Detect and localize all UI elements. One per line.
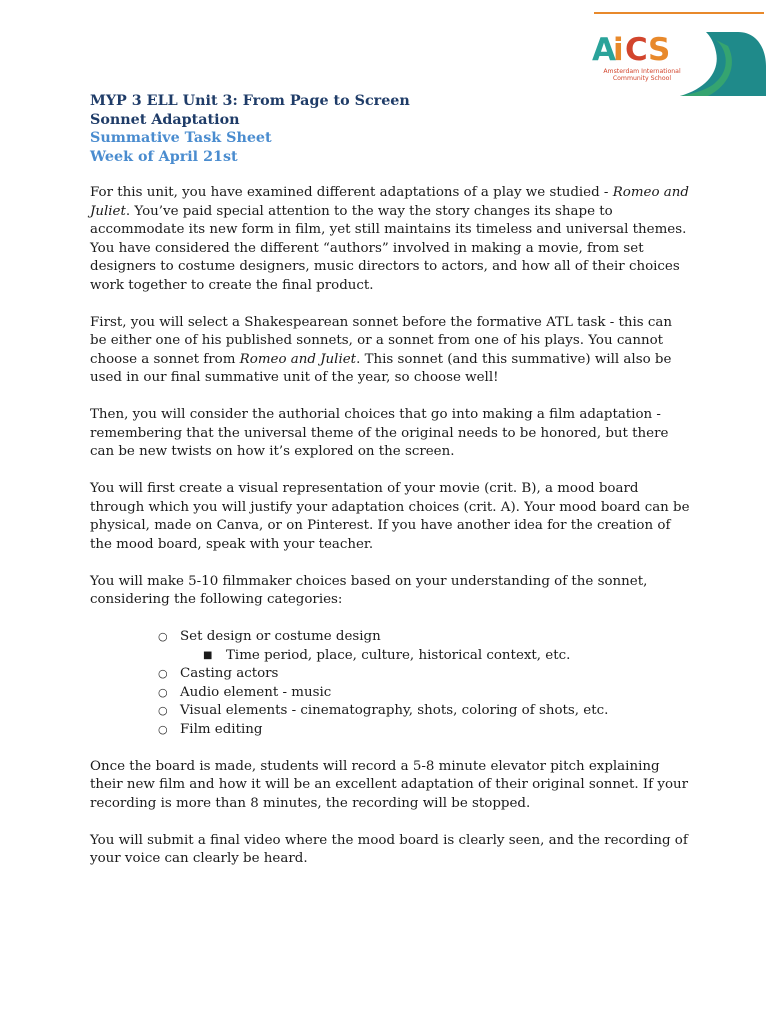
list-item: ○ Visual elements - cinematography, shots, coloring of shots, etc. [158, 703, 609, 718]
paragraph-filmmaker-choices: You will make 5-10 filmmaker choices based on your understanding of the sonnet, considering the following categories: [90, 573, 648, 607]
logo-letters: A [592, 32, 616, 68]
logo-subtitle: Amsterdam International Community School [603, 68, 681, 82]
paragraph-authorial-choices: Then, you will consider the authorial choices that go into making a film adaptation - remembering that the universal theme of the original needs to be honored, but there can be new twists on how it’s explored on the screen. [90, 407, 669, 459]
document-header [90, 92, 410, 166]
paragraph-submission: You will submit a final video where the mood board is clearly seen, and the recording of your voice can clearly be heard. [90, 832, 688, 866]
svg-text:i: i [613, 32, 624, 68]
logo-graphic [588, 30, 768, 96]
paragraph-select-sonnet: First, you will select a Shakespearean sonnet before the formative ATL task - this can be either one of his published sonnets, or a sonnet from one of his plays. You cannot choose a sonnet from Romeo and Juliet. This sonnet (and this summative) will also be used in our final summative unit of the year, so choose well! [90, 314, 673, 385]
paragraph-mood-board: You will first create a visual representation of your movie (crit. B), a mood board through which you will justify your adaptation choices (crit. A). Your mood board can be physical, made on Canva, or on Pinterest. If you have another idea for the creation of the mood board, speak with your teacher. [90, 481, 690, 552]
document-body [90, 184, 690, 887]
svg-text:S: S [648, 32, 671, 68]
list-item: ○ Film editing [158, 721, 263, 737]
category-list [90, 628, 690, 739]
list-item: ○ Casting actors [158, 666, 279, 681]
school-logo [588, 30, 768, 96]
header-accent-line [594, 12, 764, 14]
unit-title: MYP 3 ELL Unit 3: From Page to Screen [90, 93, 410, 109]
task-title: Sonnet Adaptation [90, 111, 240, 128]
paragraph-elevator-pitch: Once the board is made, students will record a 5-8 minute elevator pitch explaining their new film and how it will be an excellent adaptation of their original sonnet. If your recording is more than 8 minutes, the recording will be stopped. [90, 758, 689, 811]
svg-text:C: C [625, 32, 648, 68]
sheet-type: Summative Task Sheet [90, 130, 272, 146]
list-item: ■ Time period, place, culture, historical context, etc. [203, 647, 571, 663]
list-item: ○ Audio element - music [158, 684, 332, 700]
list-item: ○ Set design or costume design [158, 629, 381, 644]
week-date: Week of April 21st [90, 148, 238, 165]
paragraph-intro: For this unit, you have examined different adaptations of a play we studied - Romeo and Juliet. You’ve paid special attention to the way the story changes its shape to accommodate its new form in film, yet still maintains its timeless and universal themes. You have considered the different “authors” involved in making a movie, from set designers to costume designers, music directors to actors, and how all of their choices work together to create the final product. [90, 185, 689, 293]
